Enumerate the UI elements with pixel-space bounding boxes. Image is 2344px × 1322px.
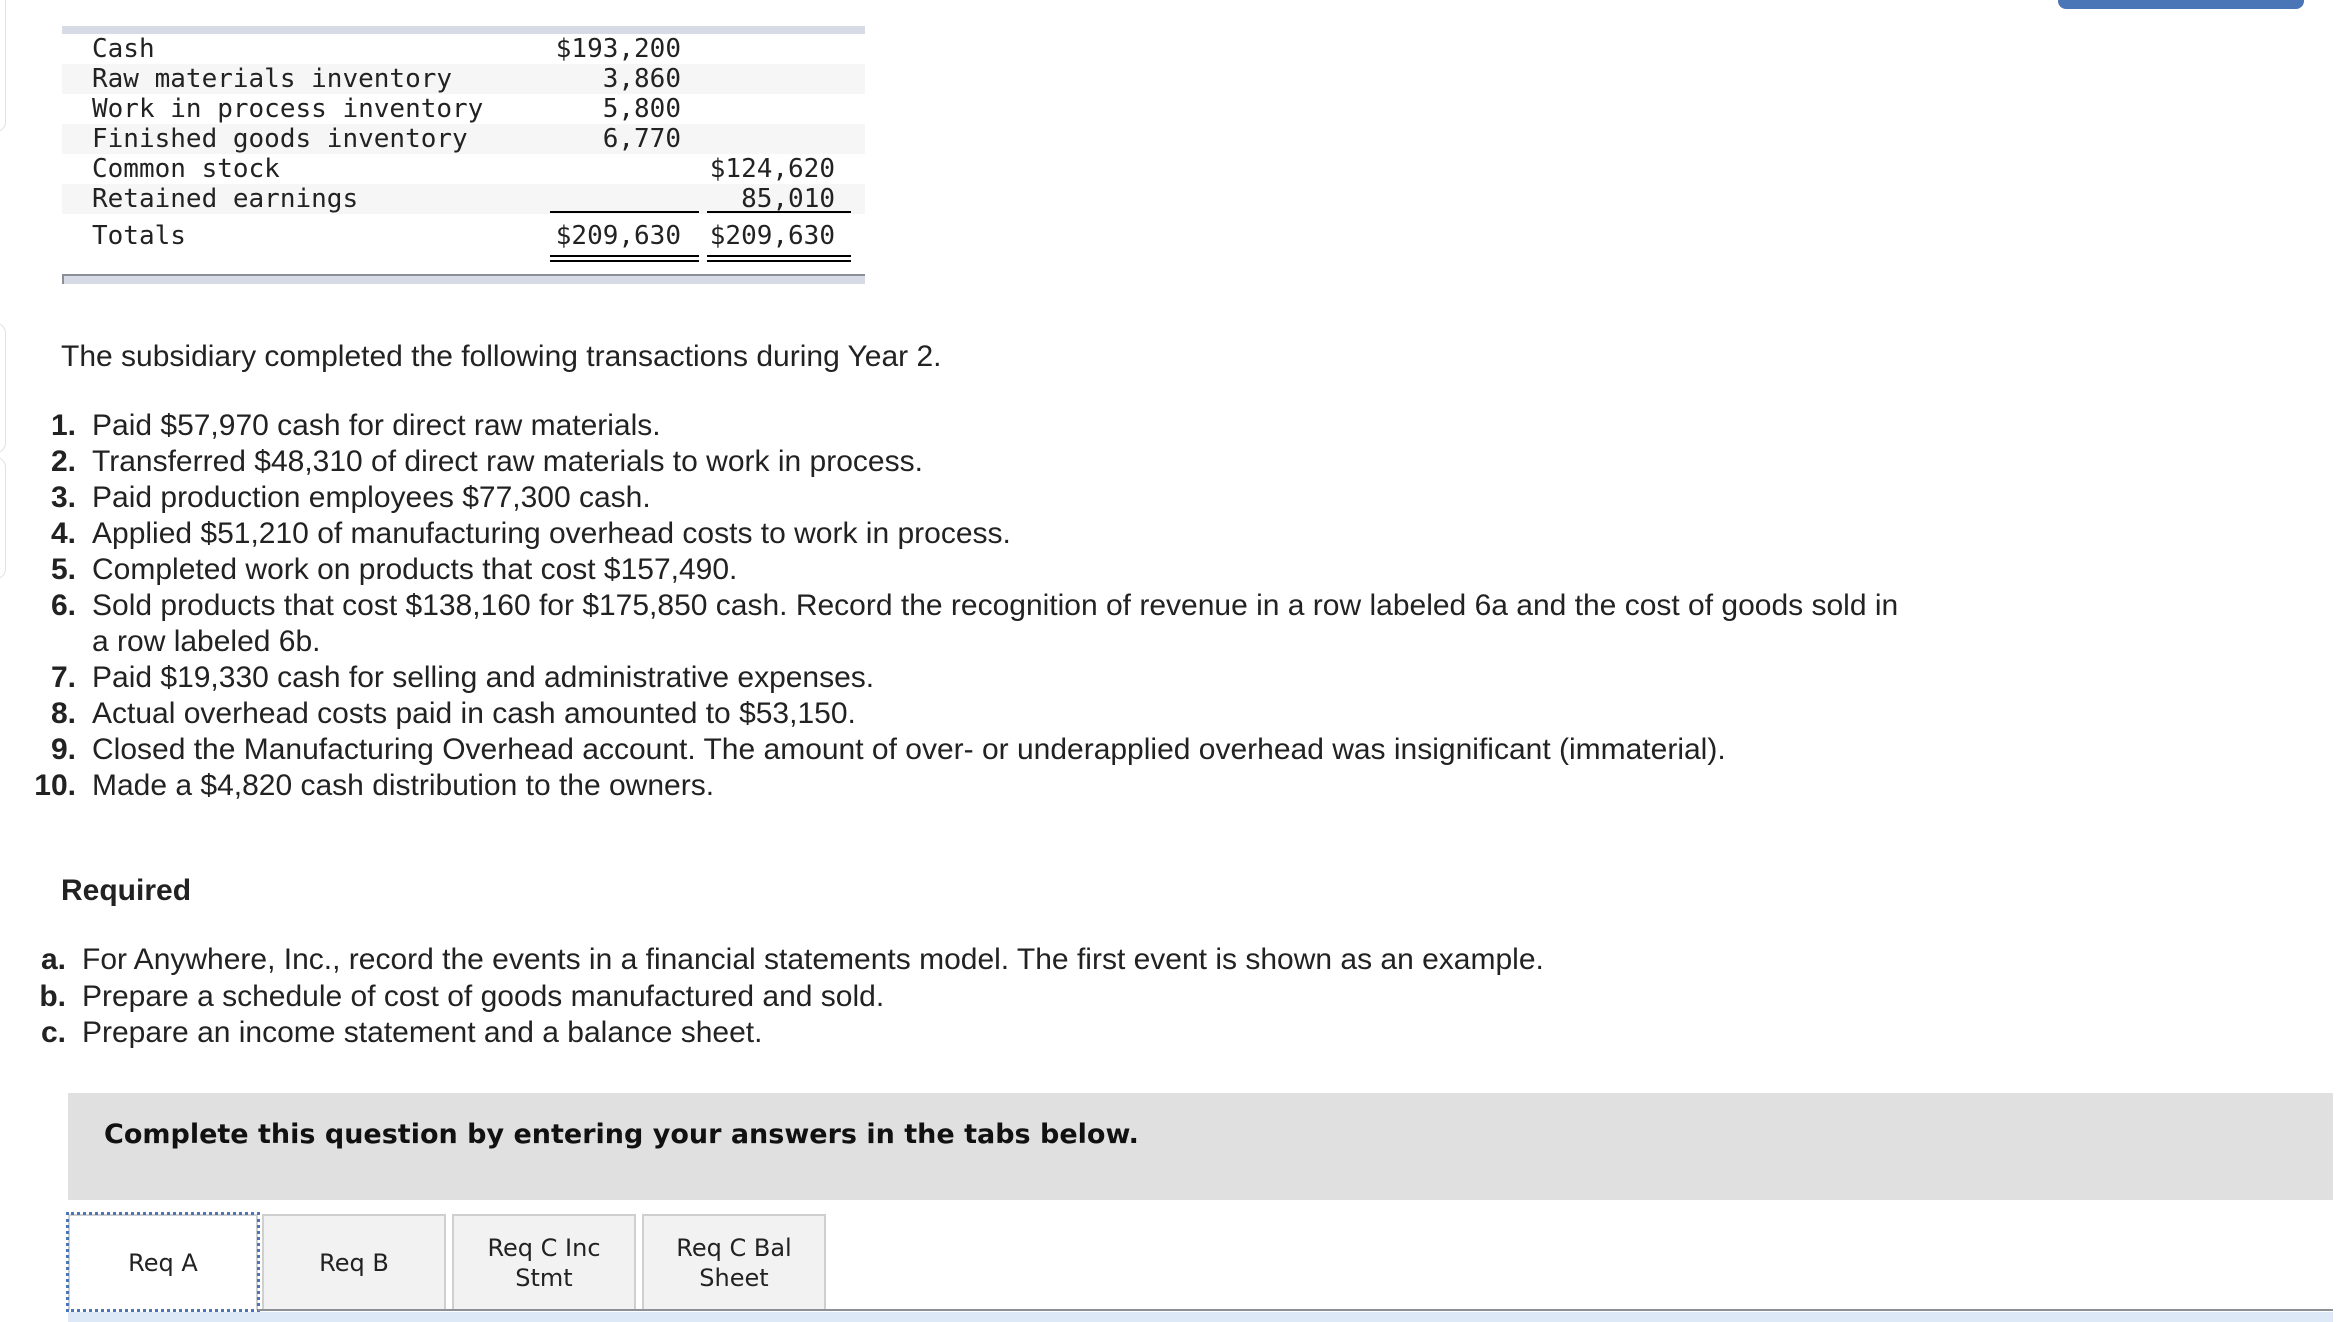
intro-text: The subsidiary completed the following transactions during Year 2. (61, 340, 942, 373)
required-heading: Required (61, 874, 192, 907)
required-list (0, 942, 1544, 1052)
list-item: b. Prepare a schedule of cost of goods manufactured and sold. (39, 979, 885, 1013)
table-row: Raw materials inventory 3,860 (62, 64, 865, 94)
trial-balance-table (62, 26, 865, 284)
tab-req-c-bal-sheet[interactable]: Req C Bal Sheet (642, 1214, 826, 1310)
instructions-text: Complete this question by entering your answers in the tabs below. (104, 1119, 1139, 1150)
list-item: c. Prepare an income statement and a balance sheet. (40, 1016, 763, 1049)
credit-total: $209,630 (709, 221, 835, 251)
table-row: Cash $193,200 (92, 34, 681, 64)
debit-total: $209,630 (555, 221, 681, 251)
tab-req-c-inc-stmt[interactable]: Req C Inc Stmt (452, 1214, 636, 1310)
list-item: 8. Actual overhead costs paid in cash amounted to $53,150. (50, 697, 856, 730)
side-panel-edge (0, 0, 6, 132)
top-action-button[interactable] (2058, 0, 2304, 9)
list-item: 4. Applied $51,210 of manufacturing overhead costs to work in process. (50, 517, 1011, 550)
instructions-box (68, 1093, 2333, 1200)
list-item: a. For Anywhere, Inc., record the events in a financial statements model. The first event is shown as an example. (40, 943, 1544, 976)
table-header-bar (62, 26, 865, 34)
list-item: 6. Sold products that cost $138,160 for $175,850 cash. Record the recognition of revenue in a row labeled 6a and the cost of goods sold in a row labeled 6b. (50, 589, 1899, 658)
list-item: 10. Made a $4,820 cash distribution to the owners. (34, 769, 715, 802)
list-item: 7. Paid $19,330 cash for selling and administrative expenses. (50, 661, 875, 694)
transaction-list (0, 408, 1980, 804)
tab-req-b[interactable]: Req B (262, 1214, 446, 1310)
totals-row: Totals $209,630 $209,630 (62, 214, 865, 254)
table-row: Common stock $124,620 (92, 154, 835, 184)
tab-panel (68, 1312, 2333, 1322)
requirement-tabs (68, 1214, 832, 1311)
list-item: 1. Paid $57,970 cash for direct raw materials. (50, 409, 661, 442)
list-item: 9. Closed the Manufacturing Overhead account. The amount of over- or underapplied overhead was insignificant (immaterial). (50, 733, 1726, 766)
list-item: 3. Paid production employees $77,300 cash. (50, 481, 651, 514)
tab-divider (258, 1309, 2333, 1311)
table-row: Retained earnings 85,010 (62, 184, 865, 214)
list-item: 2. Transferred $48,310 of direct raw materials to work in process. (50, 445, 923, 478)
table-footer-bar (62, 274, 865, 284)
table-row: Work in process inventory 5,800 (92, 94, 681, 124)
tab-req-a[interactable]: Req A (68, 1214, 258, 1310)
list-item: 5. Completed work on products that cost $157,490. (50, 553, 738, 586)
table-row: Finished goods inventory 6,770 (62, 124, 865, 154)
